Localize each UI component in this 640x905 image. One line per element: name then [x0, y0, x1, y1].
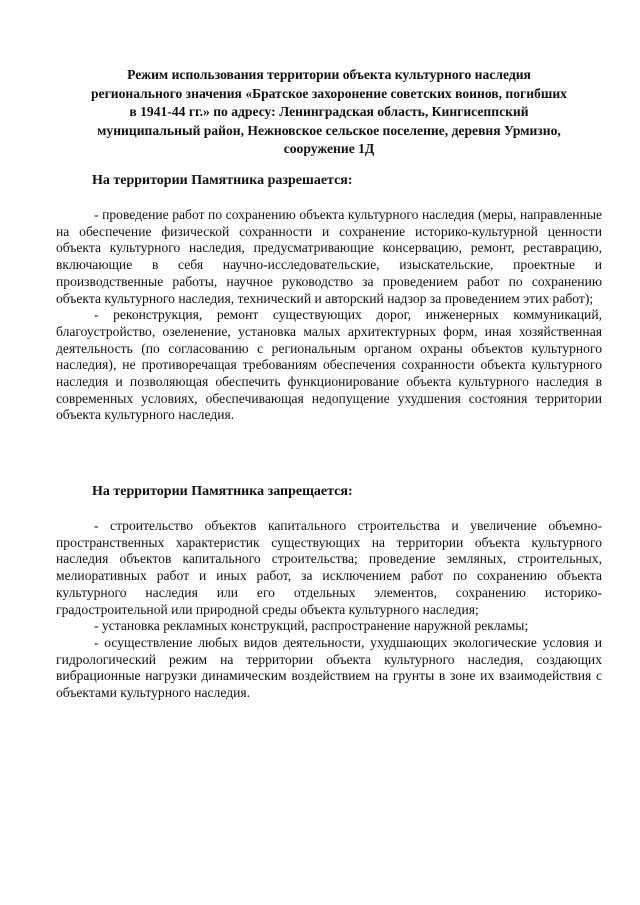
prohibited-item: - установка рекламных конструкций, распространение наружной рекламы;	[94, 618, 529, 634]
prohibited-item: - осуществление любых видов деятельности, ухудшающих экологические условия и гидрологический режим на территории объекта культурного наследия, создающих вибрационные нагрузки динамическим воздействием на грунты в зоне их взаимодействия с объектами культурного наследия.	[56, 634, 602, 701]
prohibited-heading: На территории Памятника запрещается:	[92, 484, 353, 499]
allowed-item: - проведение работ по сохранению объекта культурного наследия (меры, направленные на обеспечение физической сохранности и сохранение историко-культурной ценности объекта культурного наследия, предусматривающие консервацию, ремонт, реставрацию, включающие в себя научно-исследовательские, изыскательские, проектные и производственные работы, научное руководство за проведением работ по сохранению объекта культурного наследия, технический и авторский надзор за проведением этих работ);	[56, 207, 602, 306]
title-line: сооружение 1Д	[283, 141, 375, 156]
prohibited-section	[56, 518, 602, 702]
allowed-item: - реконструкция, ремонт существующих дорог, инженерных коммуникаций, благоустройство, озеленение, установка малых архитектурных форм, иная хозяйственная деятельность (по согласованию с региональным органом охраны объектов культурного наследия), не противоречащая требованиям обеспечения сохранности объекта культурного наследия и позволяющая обеспечить функционирование объекта культурного наследия в современных условиях, обеспечивающая недопущение ухудшения состояния территории объекта культурного наследия.	[56, 307, 602, 423]
prohibited-item: - строительство объектов капитального строительства и увеличение объемно-пространственных характеристик существующих на территории объекта культурного наследия объектов капитального строительства; проведение земляных, строительных, мелиоративных работ и иных работ, за исключением работ по сохранению объекта культурного наследия или его отдельных элементов, сохранению историко-градостроительной или природной среды объекта культурного наследия;	[56, 518, 602, 617]
allowed-section	[56, 207, 602, 424]
title-line: муниципальный район, Нежновское сельское поселение, деревня Урмизно,	[97, 122, 561, 138]
title-line: регионального значения «Братское захоронение советских воинов, погибших	[91, 85, 567, 101]
document-title	[60, 66, 598, 159]
allowed-heading: На территории Памятника разрешается:	[92, 173, 353, 188]
title-line: в 1941-44 гг.» по адресу: Ленинградская область, Кингисеппский	[129, 104, 529, 119]
title-line: Режим использования территории объекта культурного наследия	[127, 67, 531, 82]
